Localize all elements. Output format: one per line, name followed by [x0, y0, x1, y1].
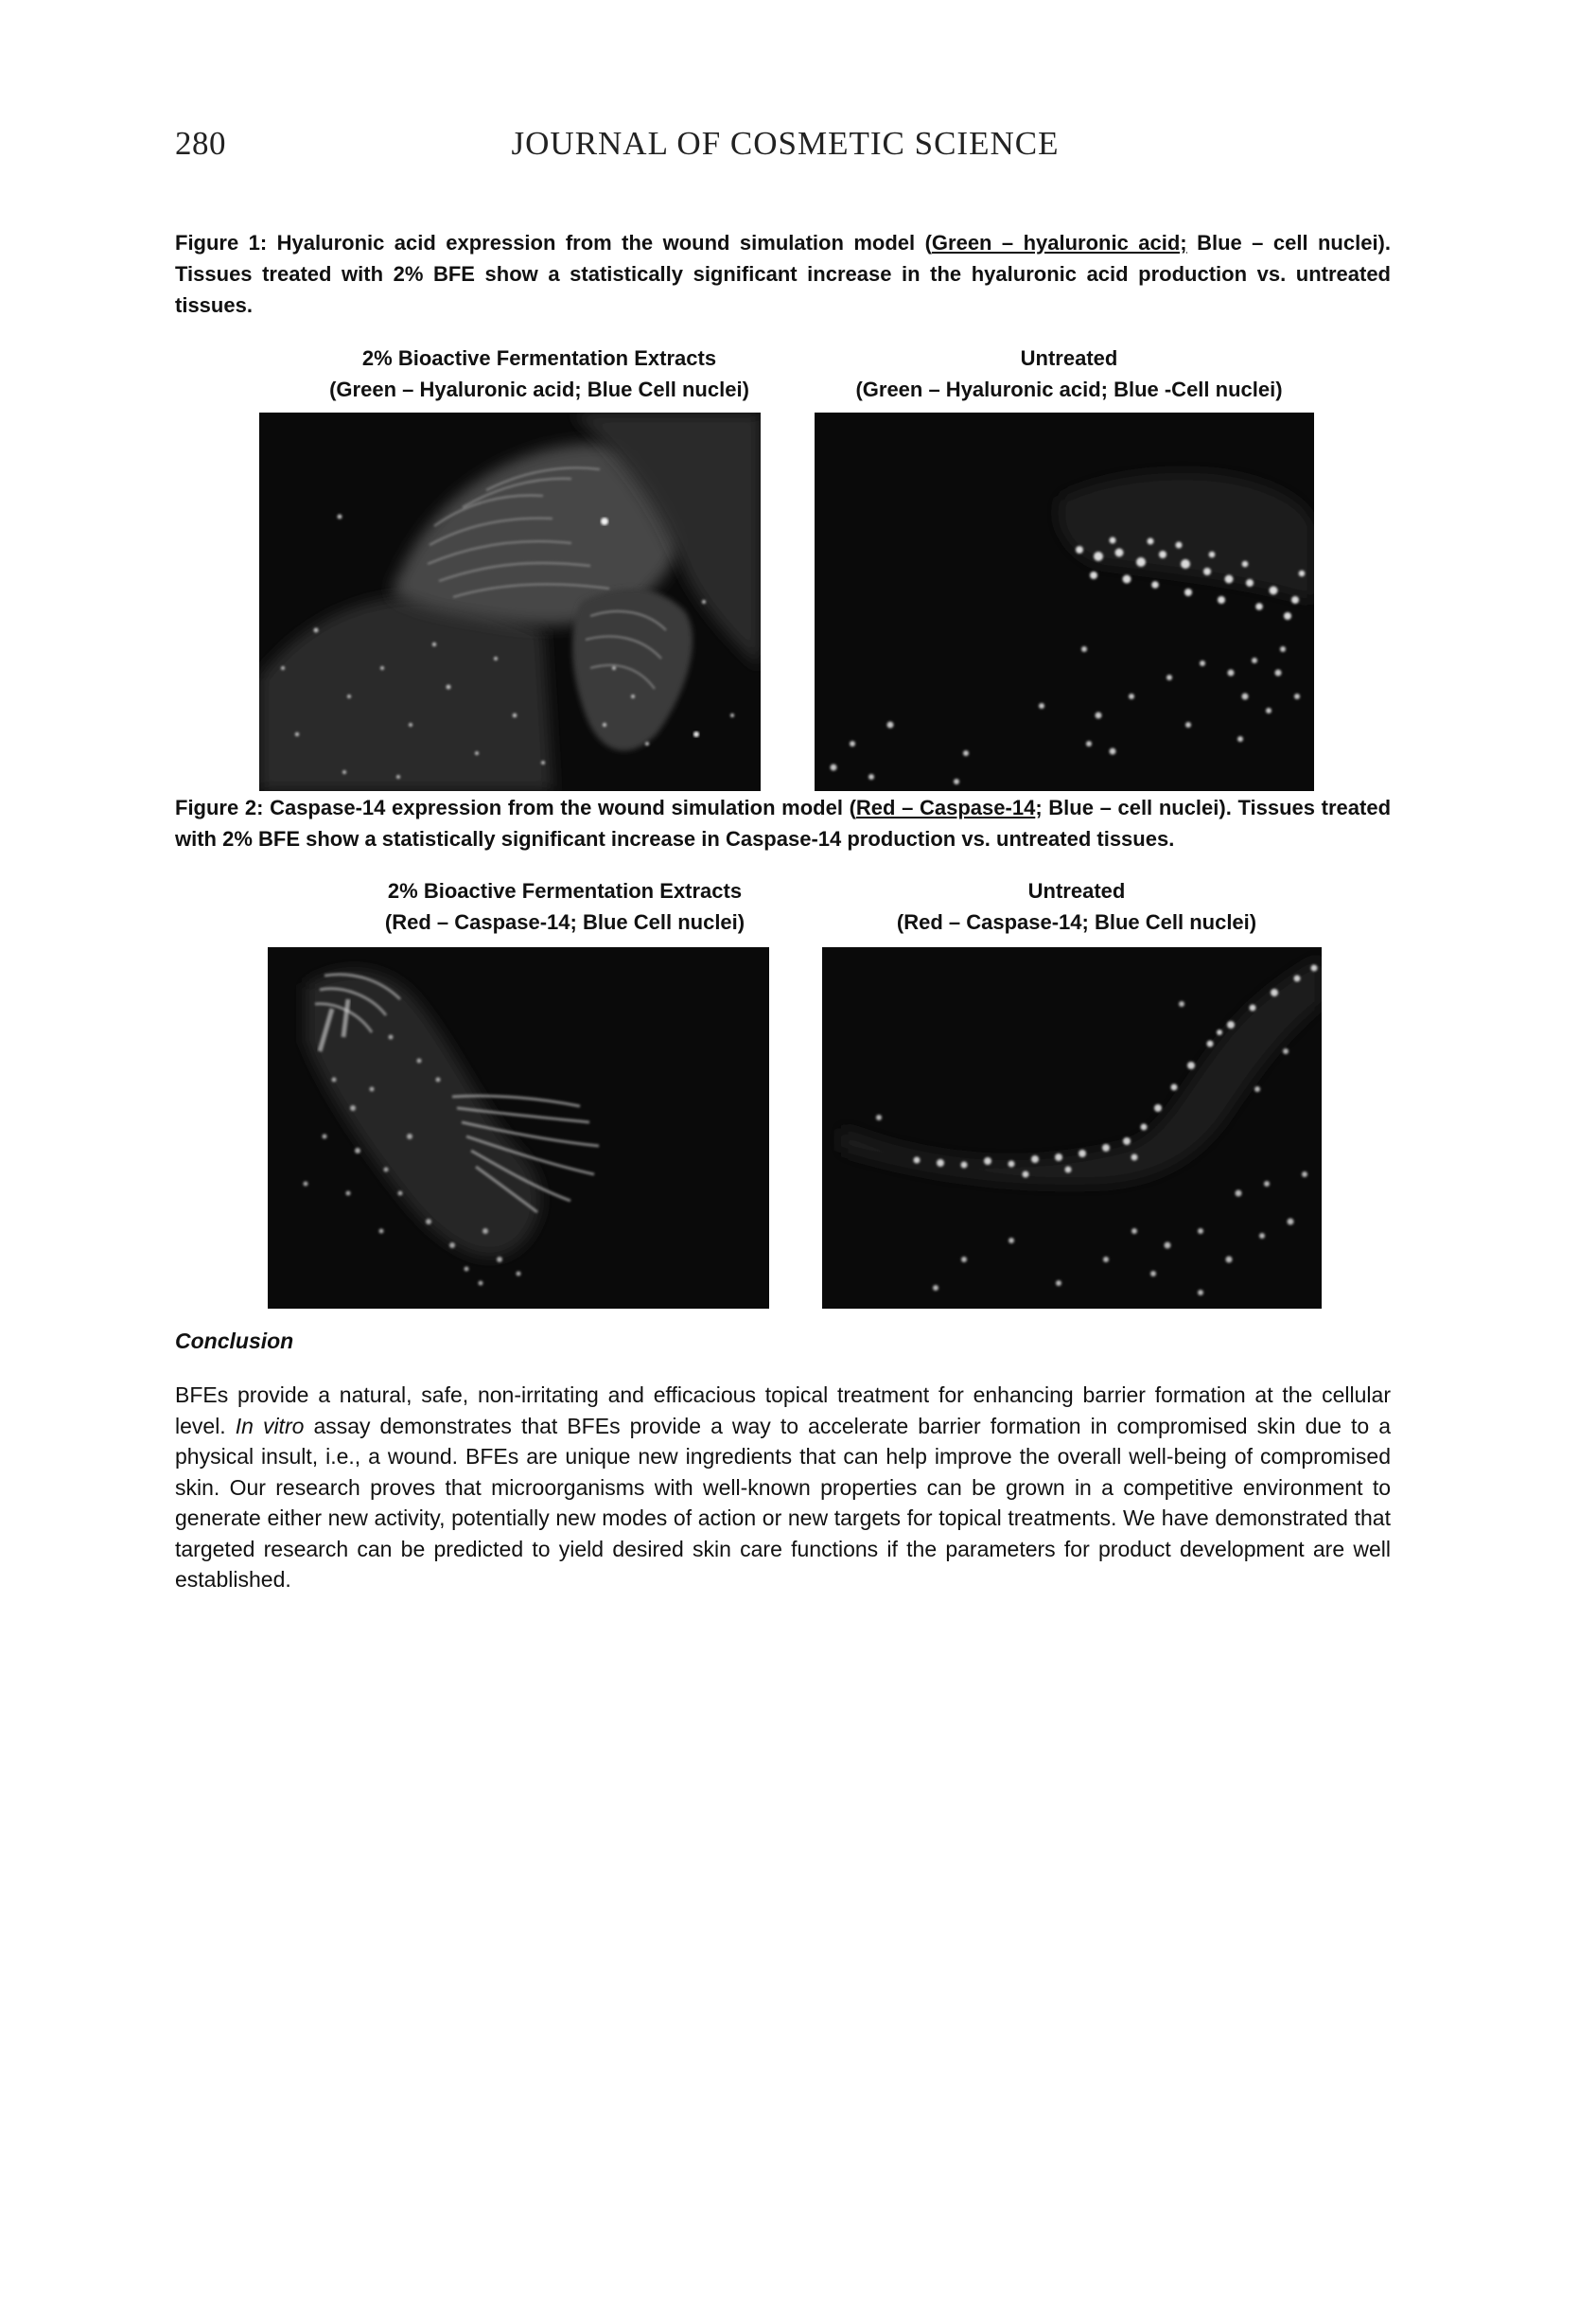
figure-1-treated-micrograph	[259, 413, 761, 791]
figure-1-caption-prefix: Figure 1: Hyaluronic acid expression from the wound simulation model (	[175, 231, 932, 255]
figure-2-right-label-line1: Untreated	[1027, 879, 1126, 903]
figure-1-right-label	[804, 343, 1334, 405]
conclusion-text-part-1: BFEs provide a natural, safe, non-irritating and efficacious topical treatment for enhancing barrier formation at the cellular level.	[175, 1382, 1391, 1438]
conclusion-heading: Conclusion	[175, 1329, 294, 1353]
figure-2-left-label-line1: 2% Bioactive Fermentation Extracts	[387, 879, 743, 903]
conclusion-paragraph	[175, 1380, 1391, 1595]
figure-2-left-label-line2: (Red – Caspase-14; Blue Cell nuclei)	[384, 910, 745, 934]
figure-2-treated-micrograph	[268, 947, 769, 1309]
figure-2-untreated-micrograph	[822, 947, 1322, 1309]
figure-1-right-label-line1: Untreated	[1020, 346, 1118, 370]
figure-2-untreated-micrograph-svg	[822, 947, 1322, 1309]
page-number: 280	[175, 125, 226, 162]
figure-1-right-label-line2: (Green – Hyaluronic acid; Blue -Cell nuclei)	[855, 378, 1283, 401]
figure-1-untreated-micrograph-svg	[815, 413, 1314, 791]
figure-2-caption-prefix: Figure 2: Caspase-14 expression from the wound simulation model (	[175, 796, 856, 819]
figure-1-left-label-line2: (Green – Hyaluronic acid; Blue Cell nuclei)	[329, 378, 749, 401]
figure-1-left-label	[274, 343, 804, 405]
figure-2-caption	[175, 792, 1391, 854]
running-head	[175, 125, 1395, 172]
conclusion-italic-in-vitro: In vitro	[235, 1413, 305, 1438]
figure-1-caption-suffix: Blue – cell nuclei). Tissues treated with 2% BFE show a statistically significant increase in the hyaluronic acid production vs. untreated tissues.	[175, 231, 1391, 317]
figure-2-caption-underlined: Red – Caspase-14	[855, 796, 1036, 819]
journal-title: JOURNAL OF COSMETIC SCIENCE	[511, 125, 1060, 162]
figure-1-left-label-line1: 2% Bioactive Fermentation Extracts	[361, 346, 717, 370]
figure-1-caption	[175, 227, 1391, 321]
figure-1-untreated-micrograph	[815, 413, 1314, 791]
figure-2-left-label	[300, 875, 830, 938]
figure-1-treated-micrograph-svg	[259, 413, 761, 791]
conclusion-text-part-2: assay demonstrates that BFEs provide a way to accelerate barrier formation in compromised skin due to a physical insult, i.e., a wound. BFEs are unique new ingredients that can help improve the overall well-being of compromised skin. Our research proves that microorganisms with well-known properties can be grown in a competitive environment to generate either new activity, potentially new modes of action or new targets for topical treatments. We have demonstrated that targeted research can be predicted to yield desired skin care functions if the parameters for product development are well established.	[175, 1413, 1391, 1592]
figure-2-right-label	[812, 875, 1342, 938]
figure-2-caption-suffix: ; Blue – cell nuclei). Tissues treated with 2% BFE show a statistically significant increase in Caspase-14 production vs. untreated tissues.	[175, 796, 1392, 851]
figure-2-treated-micrograph-svg	[268, 947, 769, 1309]
figure-1-caption-underlined: Green – hyaluronic acid;	[931, 231, 1187, 255]
figure-2-right-label-line2: (Red – Caspase-14; Blue Cell nuclei)	[896, 910, 1257, 934]
